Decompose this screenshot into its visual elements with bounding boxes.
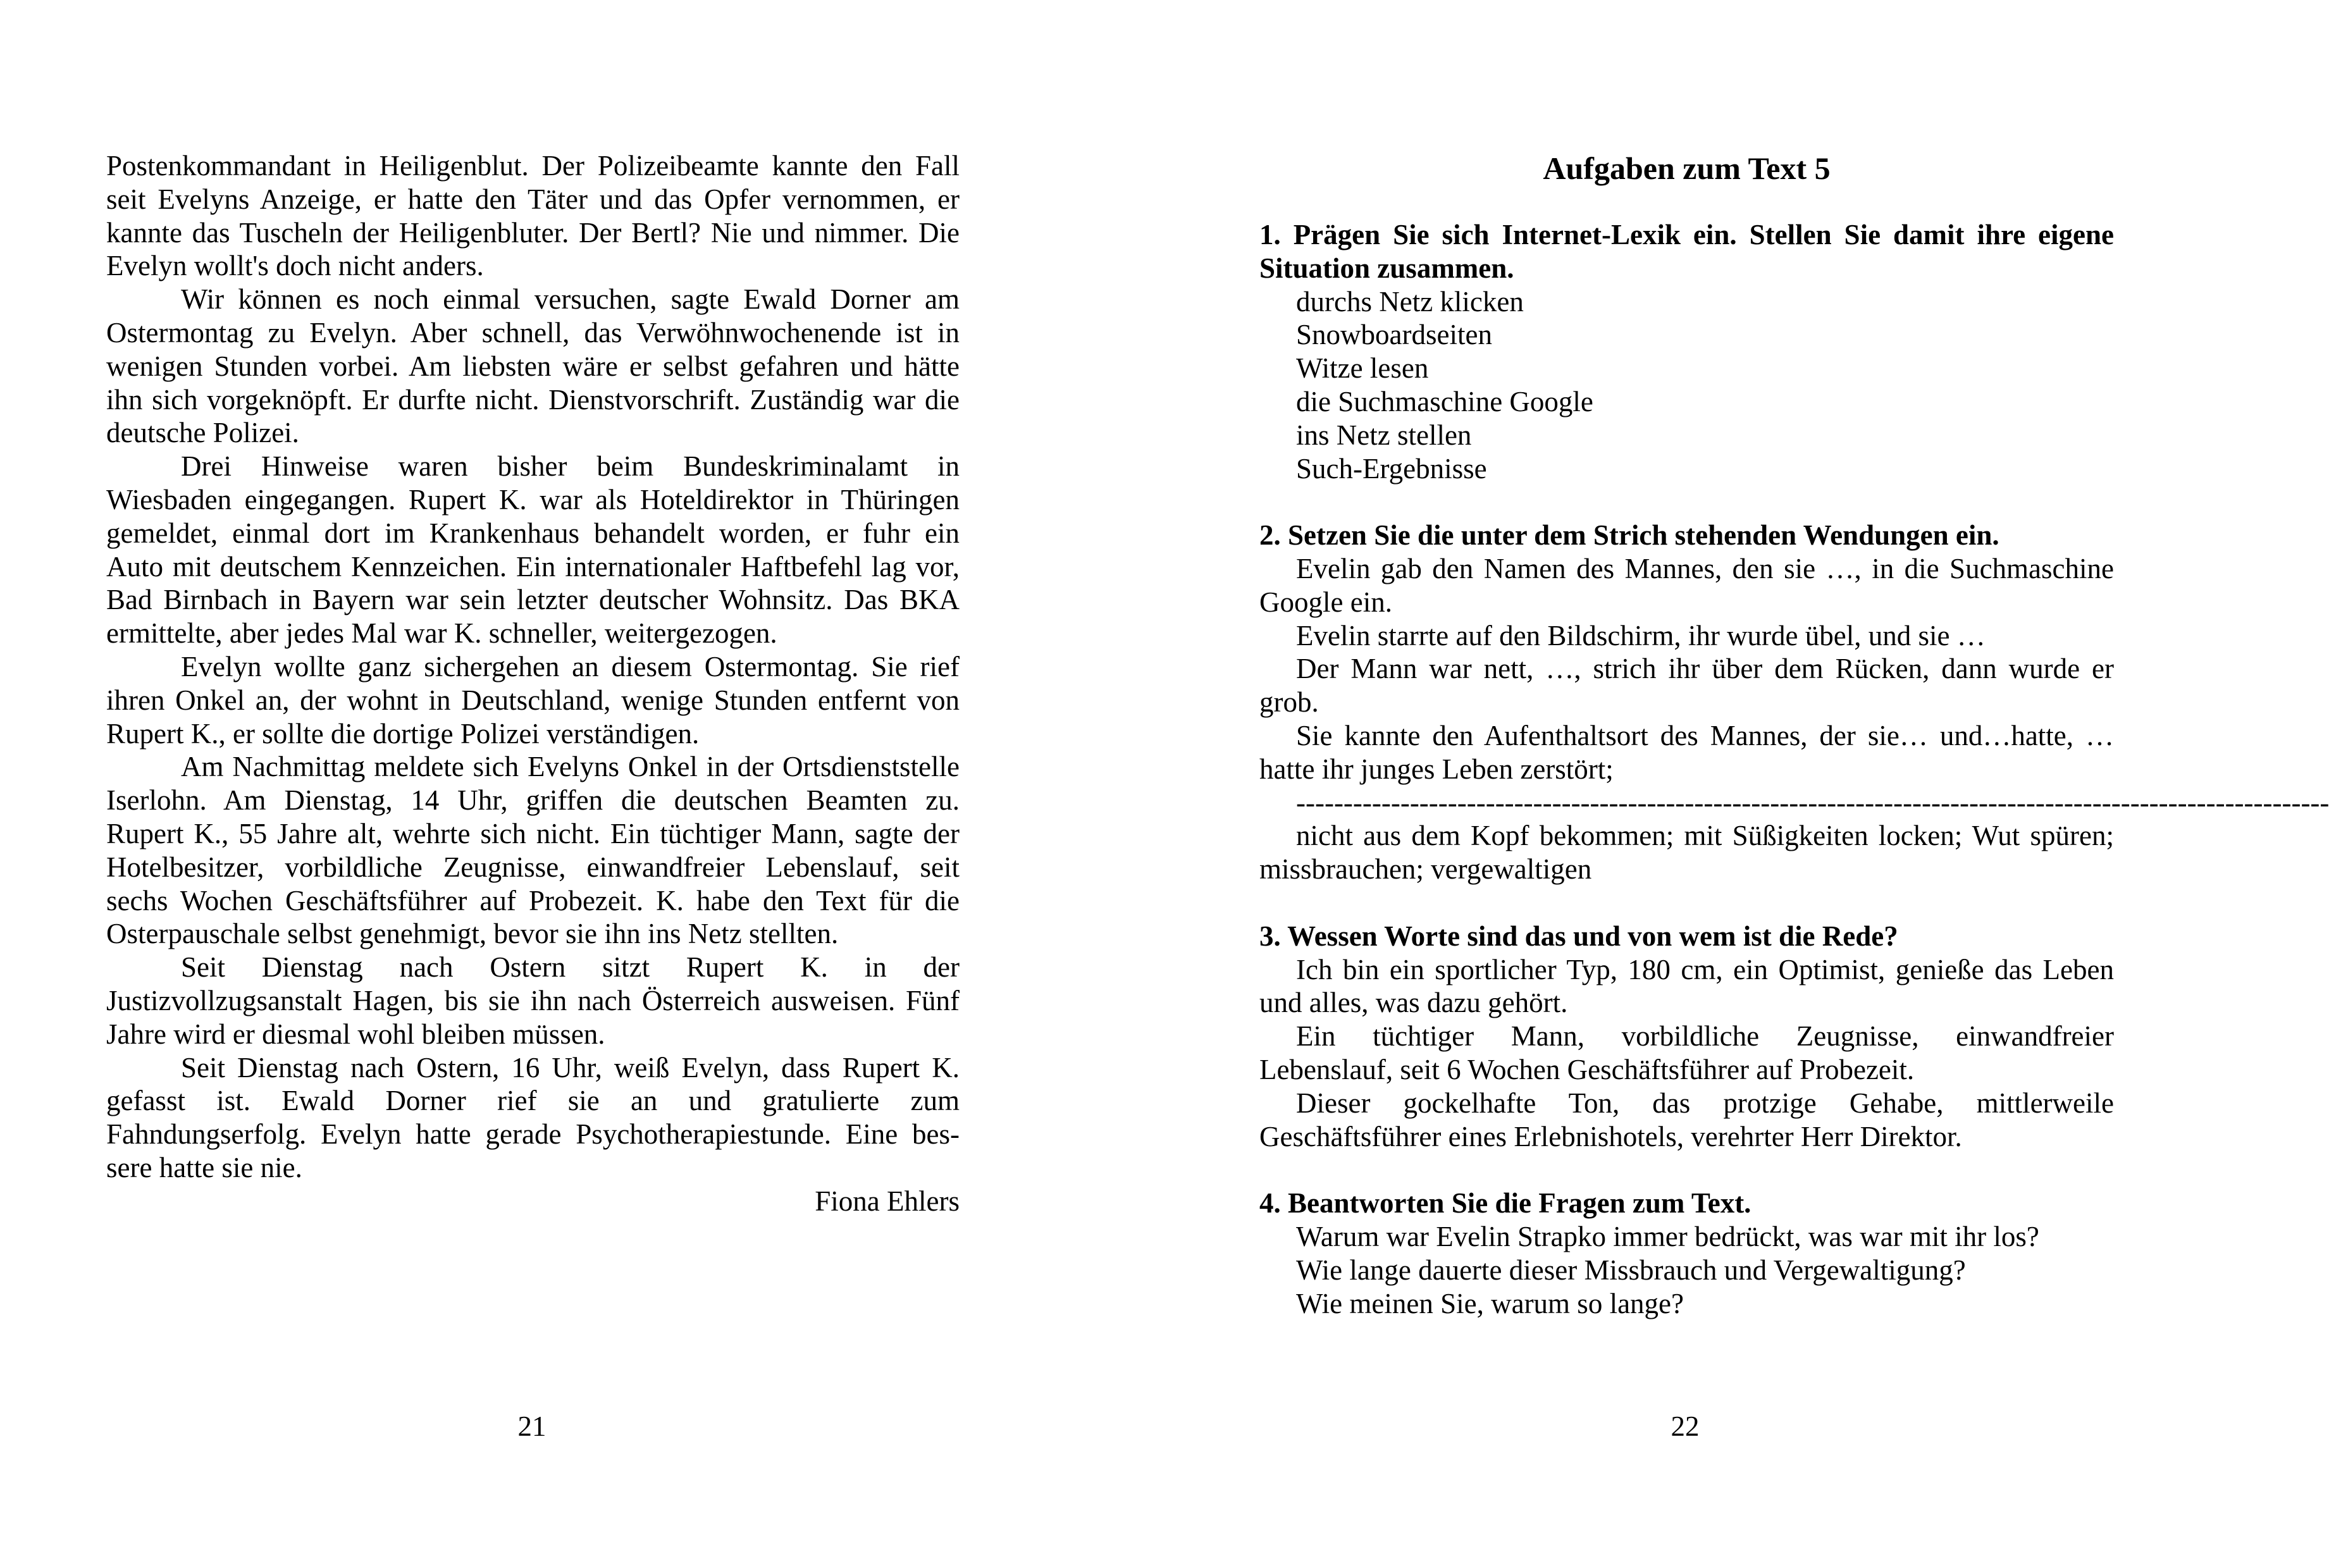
text-line: Snowboardseiten bbox=[1296, 319, 1492, 351]
text-line: Hotelbesitzer, vorbildliche Zeugnisse, einwandfreier Lebenslauf, seit bbox=[106, 851, 960, 883]
text-line: Dieser gockelhafte Ton, das protzige Gehabe, mittlerweile bbox=[1296, 1087, 2114, 1119]
text-line: Ein tüchtiger Mann, vorbildliche Zeugnisse, einwandfreier bbox=[1296, 1020, 2114, 1053]
text-line: wenigen Stunden vorbei. Am liebsten wäre er selbst gefahren und hätte bbox=[106, 350, 960, 382]
exercise-section bbox=[1259, 920, 2114, 1154]
divider-line: ------------------------------------------------------------------------------------------------------------- bbox=[1296, 786, 2329, 818]
exercise-section bbox=[1259, 218, 2114, 485]
page-number-left: 21 bbox=[517, 1411, 547, 1442]
text-line: 2. Setzen Sie die unter dem Strich stehenden Wendungen ein. bbox=[1259, 519, 1999, 552]
text-line: Rupert K., er sollte die dortige Polizei verständigen. bbox=[106, 717, 700, 750]
exercise-section bbox=[1259, 1187, 2114, 1320]
text-line: Am Nachmittag meldete sich Evelyns Onkel in der Ortsdienststelle bbox=[181, 751, 960, 783]
paragraph bbox=[106, 283, 960, 450]
left-page-body bbox=[106, 149, 960, 1218]
exercise-item bbox=[1259, 1020, 2114, 1087]
exercise-item bbox=[1259, 719, 2114, 786]
exercise-item bbox=[1259, 1287, 2114, 1321]
text-line: deutsche Polizei. bbox=[106, 417, 299, 449]
exercise-item bbox=[1259, 352, 2114, 385]
exercise-item bbox=[1259, 819, 2114, 886]
text-line: sechs Wochen Geschäftsführer auf Probezeit. K. habe den Text für die bbox=[106, 884, 960, 917]
text-line: Rupert K., 55 Jahre alt, wehrte sich nicht. Ein tüchtiger Mann, sagte der bbox=[106, 817, 960, 849]
text-line: Evelin starrte auf den Bildschirm, ihr wurde übel, und sie … bbox=[1296, 619, 1986, 651]
text-line: gemeldet, einmal dort im Krankenhaus behandelt worden, er fuhr ein bbox=[106, 517, 960, 549]
exercise-item bbox=[1259, 552, 2114, 619]
paragraph bbox=[106, 650, 960, 750]
text-line: Warum war Evelin Strapko immer bedrückt, was war mit ihr los? bbox=[1296, 1220, 2039, 1252]
text-line: Bad Birnbach in Bayern war sein letzter deutscher Wohnsitz. Das BKA bbox=[106, 584, 960, 616]
text-line: nicht aus dem Kopf bekommen; mit Süßigkeiten locken; Wut spüren; bbox=[1296, 820, 2114, 852]
text-line: 4. Beantworten Sie die Fragen zum Text. bbox=[1259, 1187, 1751, 1219]
paragraph bbox=[106, 450, 960, 650]
text-line: durchs Netz klicken bbox=[1296, 285, 1524, 318]
text-line: Google ein. bbox=[1259, 586, 1392, 618]
text-line: Situation zusammen. bbox=[1259, 252, 1514, 284]
exercise-item bbox=[1259, 1254, 2114, 1287]
exercise-item bbox=[1259, 619, 2114, 653]
text-line: Sie kannte den Aufenthaltsort des Mannes, der sie… und…hatte, … bbox=[1296, 719, 2114, 751]
text-line: kannte das Tuscheln der Heiligenbluter. Der Bertl? Nie und nimmer. Die bbox=[106, 216, 960, 249]
text-line: hatte ihr junges Leben zerstört; bbox=[1259, 753, 1614, 785]
exercise-item bbox=[1259, 452, 2114, 486]
text-line: gefasst ist. Ewald Dorner rief sie an und gratulierte zum bbox=[106, 1085, 960, 1117]
paragraph bbox=[106, 149, 960, 283]
text-line: ermittelte, aber jedes Mal war K. schneller, weitergezogen. bbox=[106, 617, 777, 650]
text-line: Witze lesen bbox=[1296, 352, 1429, 385]
text-line: seit Evelyns Anzeige, er hatte den Täter und das Opfer vernommen, er bbox=[106, 183, 960, 215]
exercise-item bbox=[1259, 385, 2114, 419]
text-line: grob. bbox=[1259, 686, 1319, 719]
text-line: ihren Onkel an, der wohnt in Deutschland, wenige Stunden entfernt von bbox=[106, 684, 960, 716]
text-line: 3. Wessen Worte sind das und von wem ist die Rede? bbox=[1259, 920, 1898, 952]
exercise-item bbox=[1259, 318, 2114, 352]
text-line: ihn sich vorgeknöpft. Er durfte nicht. Dienstvorschrift. Zuständig war die bbox=[106, 383, 960, 416]
exercise-heading bbox=[1259, 920, 2114, 953]
text-line: Ostermontag zu Evelyn. Aber schnell, das Verwöhnwochenende ist in bbox=[106, 316, 960, 349]
text-line: Such-Ergebnisse bbox=[1296, 452, 1487, 485]
text-line: und alles, was dazu gehört. bbox=[1259, 987, 1568, 1019]
author-signature: Fiona Ehlers bbox=[815, 1185, 960, 1217]
paragraph bbox=[106, 750, 960, 951]
exercise-item bbox=[1259, 953, 2114, 1020]
exercise-heading bbox=[1259, 1187, 2114, 1220]
text-line: Seit Dienstag nach Ostern, 16 Uhr, weiß Evelyn, dass Rupert K. bbox=[181, 1051, 960, 1083]
text-line: die Suchmaschine Google bbox=[1296, 385, 1593, 417]
text-line: Wie meinen Sie, warum so lange? bbox=[1296, 1287, 1684, 1319]
text-line: 1. Prägen Sie sich Internet-Lexik ein. Stellen Sie damit ihre eigene bbox=[1259, 219, 2114, 250]
right-page-body bbox=[1259, 218, 2329, 1320]
text-line: Geschäftsführer eines Erlebnishotels, verehrter Herr Direktor. bbox=[1259, 1120, 1962, 1152]
text-line: sere hatte sie nie. bbox=[106, 1151, 302, 1183]
text-line: Evelin gab den Namen des Mannes, den sie …, in die Suchmaschine bbox=[1296, 552, 2114, 584]
exercise-heading bbox=[1259, 218, 2114, 285]
exercise-title: Aufgaben zum Text 5 bbox=[1543, 151, 1831, 186]
text-line: Osterpauschale selbst genehmigt, bevor sie ihn ins Netz stellten. bbox=[106, 918, 839, 950]
text-line: Evelyn wollt's doch nicht anders. bbox=[106, 250, 484, 282]
exercise-item bbox=[1259, 652, 2114, 719]
exercise-item bbox=[1259, 1220, 2114, 1254]
text-line: Seit Dienstag nach Ostern sitzt Rupert K. in der bbox=[181, 951, 960, 984]
text-line: Wie lange dauerte dieser Missbrauch und Vergewaltigung? bbox=[1296, 1254, 1966, 1286]
text-line: Postenkommandant in Heiligenblut. Der Polizeibeamte kannte den Fall bbox=[106, 150, 960, 182]
text-line: missbrauchen; vergewaltigen bbox=[1259, 853, 1592, 886]
paragraph bbox=[106, 951, 960, 1051]
exercise-section bbox=[1259, 519, 2329, 886]
text-line: Evelyn wollte ganz sichergehen an diesem Ostermontag. Sie rief bbox=[181, 650, 960, 682]
exercise-item bbox=[1259, 285, 2114, 319]
exercise-heading bbox=[1259, 519, 2114, 552]
text-line: Auto mit deutschem Kennzeichen. Ein internationaler Haftbefehl lag vor, bbox=[106, 550, 960, 583]
page-number-right: 22 bbox=[1671, 1411, 1700, 1442]
text-line: Lebenslauf, seit 6 Wochen Geschäftsführer auf Probezeit. bbox=[1259, 1053, 1915, 1085]
text-line: Der Mann war nett, …, strich ihr über dem Rücken, dann wurde er bbox=[1296, 653, 2114, 685]
exercise-item bbox=[1259, 1087, 2114, 1154]
exercise-item bbox=[1259, 419, 2114, 452]
text-line: Fahndungserfolg. Evelyn hatte gerade Psychotherapiestunde. Eine bes- bbox=[106, 1118, 960, 1151]
paragraph bbox=[106, 1051, 960, 1185]
text-line: Justizvollzugsanstalt Hagen, bis sie ihn nach Österreich ausweisen. Fünf bbox=[106, 984, 960, 1016]
text-line: Wir können es noch einmal versuchen, sagte Ewald Dorner am bbox=[181, 283, 960, 316]
text-line: Drei Hinweise waren bisher beim Bundeskriminalamt in bbox=[181, 450, 960, 483]
text-line: Ich bin ein sportlicher Typ, 180 cm, ein Optimist, genieße das Leben bbox=[1296, 953, 2114, 985]
text-line: Wiesbaden eingegangen. Rupert K. war als Hoteldirektor in Thüringen bbox=[106, 483, 960, 515]
text-line: ins Netz stellen bbox=[1296, 419, 1472, 451]
text-line: Jahre wird er diesmal wohl bleiben müssen. bbox=[106, 1018, 605, 1050]
text-line: Iserlohn. Am Dienstag, 14 Uhr, griffen die deutschen Beamten zu. bbox=[106, 784, 960, 817]
